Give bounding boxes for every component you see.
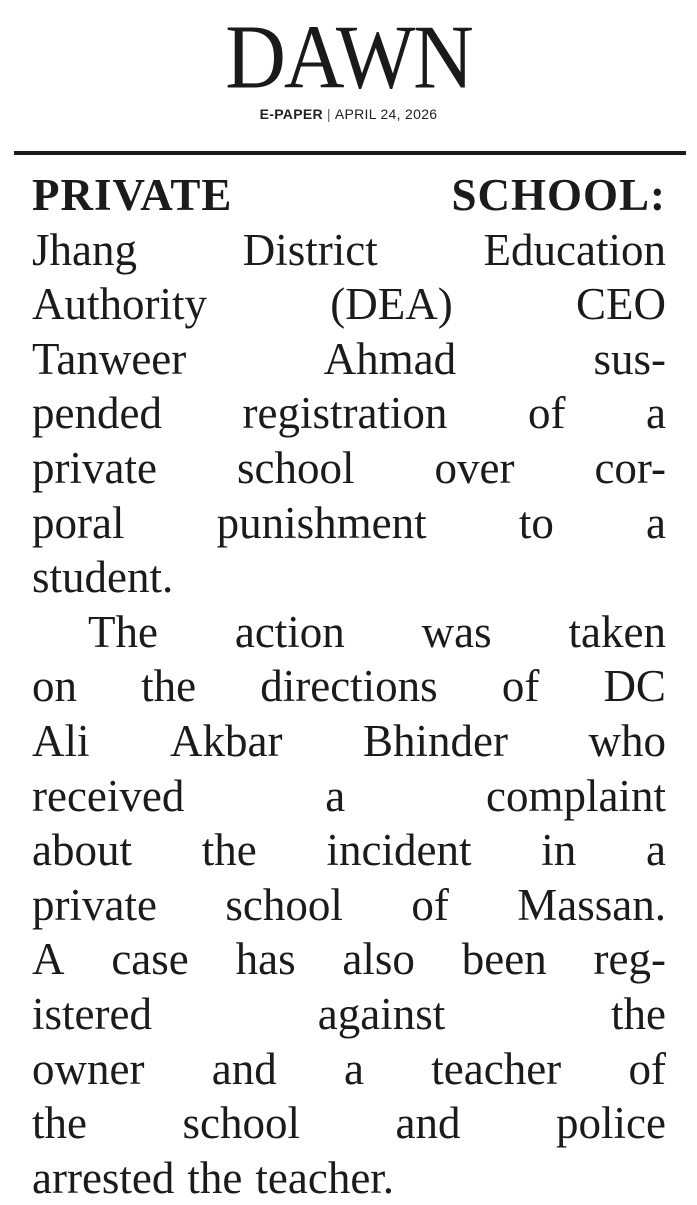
news-clipping (32, 168, 666, 1205)
article-word: punishment (216, 497, 427, 548)
article-word: school (236, 442, 355, 493)
article-line (32, 386, 666, 441)
article-word: who (588, 715, 666, 766)
article-line (32, 605, 666, 660)
article-word: the (611, 988, 666, 1039)
article-word: a (646, 388, 666, 439)
article-word: cor- (594, 442, 666, 493)
article-line (32, 932, 666, 987)
article-word: Massan. (517, 879, 666, 930)
article-word: incident (326, 825, 472, 876)
article-word: Akbar (170, 715, 283, 766)
article-word: school (182, 1098, 300, 1149)
article-word: teacher. (255, 1152, 395, 1203)
edition-separator: | (326, 106, 331, 122)
article-line (32, 769, 666, 824)
article-line (32, 878, 666, 933)
article-word: taken (568, 606, 666, 657)
article-word: Tanweer (32, 333, 187, 384)
article-word: also (342, 934, 415, 985)
article-word: teacher (431, 1043, 562, 1094)
article-word: private (32, 442, 157, 493)
article-word: private (32, 879, 157, 930)
article-word: District (242, 224, 378, 275)
article-line (32, 659, 666, 714)
article-word: Authority (32, 279, 207, 330)
article-word: reg- (593, 934, 666, 985)
article-word: in (541, 825, 577, 876)
article-word: a (344, 1043, 364, 1094)
article-word: istered (32, 988, 152, 1039)
article-word: DC (603, 661, 666, 712)
article-word: police (556, 1098, 666, 1149)
article-line (32, 823, 666, 878)
article-line (32, 1151, 666, 1205)
edition-line (0, 106, 697, 122)
masthead-divider (14, 151, 686, 155)
article-line (32, 277, 666, 332)
article-word: Ahmad (323, 333, 457, 384)
article-line (32, 1042, 666, 1097)
article-word: Jhang (32, 224, 137, 275)
article-word: to (518, 497, 554, 548)
article-word: Education (483, 224, 666, 275)
article-word: student. (32, 552, 174, 603)
article-word: the (187, 1152, 243, 1203)
article-line (32, 550, 666, 605)
article-word: A (32, 934, 65, 985)
article-line (32, 496, 666, 551)
article-line (32, 987, 666, 1042)
article-word: owner (32, 1043, 145, 1094)
article-word: a (646, 825, 666, 876)
article-kicker-word: SCHOOL: (451, 170, 666, 220)
article-word: case (111, 934, 189, 985)
article-line (32, 1096, 666, 1151)
article-word: of (628, 1043, 666, 1094)
article-word: of (501, 661, 540, 712)
article-word: of (411, 879, 449, 930)
article-line (32, 332, 666, 387)
article-line (32, 441, 666, 496)
article-word: a (325, 770, 346, 821)
article-word: the (201, 825, 257, 876)
article-word: school (225, 879, 343, 930)
article-word: over (434, 442, 515, 493)
article-word: Ali (32, 715, 90, 766)
article-line (32, 714, 666, 769)
article-word: registration (242, 388, 448, 439)
article-word: has (235, 934, 296, 985)
article-word: poral (32, 497, 125, 548)
article-word: complaint (486, 770, 666, 821)
masthead (0, 7, 697, 122)
article-word: directions (260, 661, 438, 712)
article-word: the (32, 1098, 87, 1149)
article-word: and (395, 1098, 461, 1149)
article-word: (DEA) (330, 279, 453, 330)
article-word: Bhinder (362, 715, 508, 766)
article-word: CEO (576, 279, 666, 330)
edition-date: APRIL 24, 2026 (334, 106, 438, 122)
article-line (32, 168, 666, 223)
article-word: been (461, 934, 547, 985)
article-word: about (32, 825, 132, 876)
article-word: on (32, 661, 77, 712)
edition-label: E-PAPER (259, 106, 323, 122)
article-word: against (317, 988, 446, 1039)
article-word: a (646, 497, 666, 548)
article-word: action (234, 606, 345, 657)
article-line (32, 223, 666, 278)
article-word: received (32, 770, 185, 821)
dawn-logo: DAWN (225, 7, 472, 109)
article-word: and (211, 1043, 277, 1094)
article-word: was (421, 606, 492, 657)
article-word: sus- (593, 333, 666, 384)
article-word: pended (32, 388, 162, 439)
article-word: arrested (32, 1152, 175, 1203)
article-kicker-word: PRIVATE (32, 170, 233, 220)
article-word: the (141, 661, 197, 712)
article-word: The (88, 606, 158, 657)
article-word: of (527, 388, 566, 439)
